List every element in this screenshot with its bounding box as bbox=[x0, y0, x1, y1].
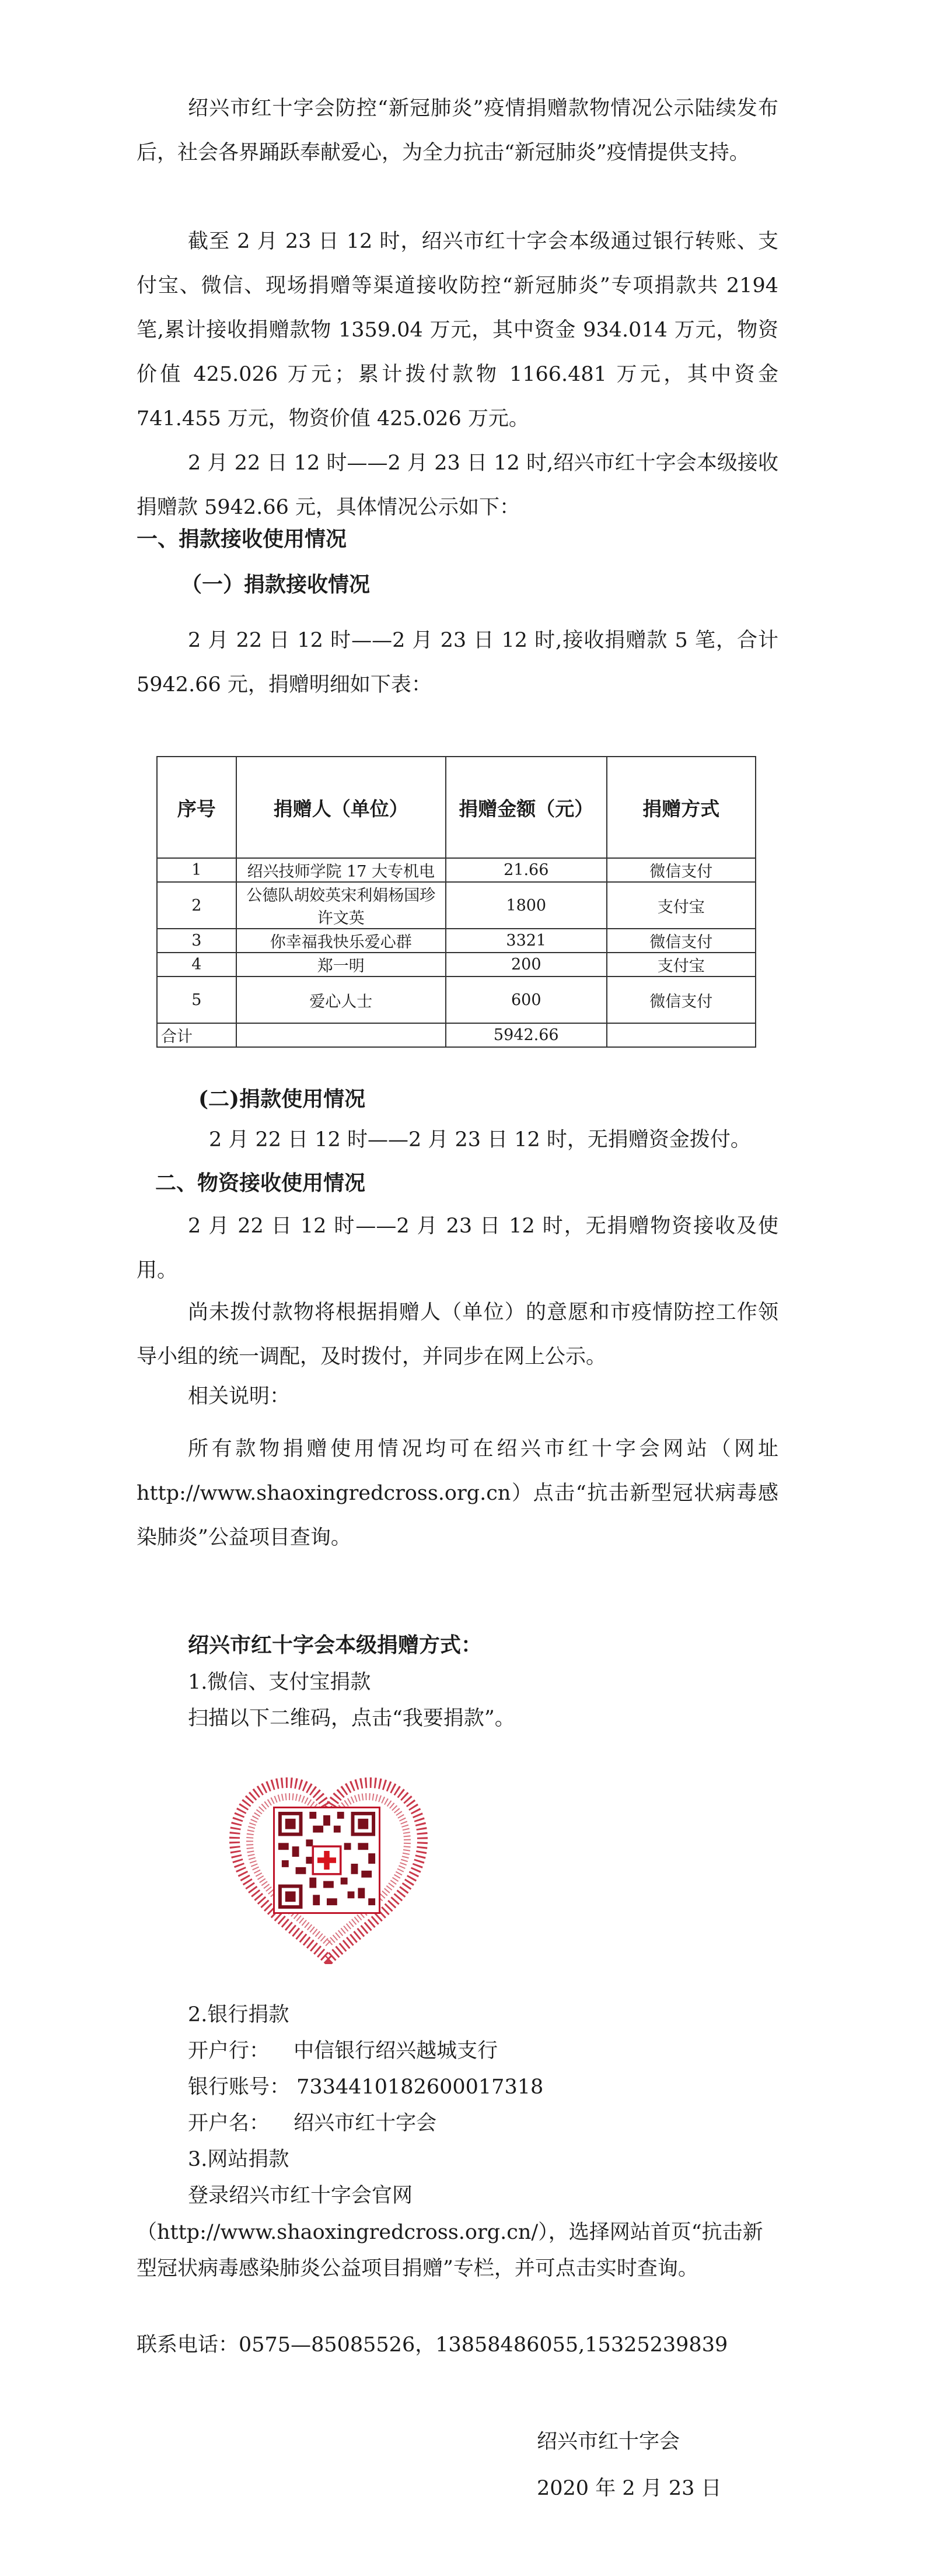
row-amount: 21.66 bbox=[446, 858, 607, 882]
account-label: 银行账号： bbox=[188, 2076, 291, 2099]
material-usage-text: 2 月 22 日 12 时——2 月 23 日 12 时，无捐赠物资接收及使用。 bbox=[137, 1214, 778, 1282]
row-no: 5 bbox=[157, 977, 236, 1023]
table-total-row bbox=[157, 1023, 756, 1047]
table-header-row bbox=[157, 757, 756, 858]
signature-org: 绍兴市红十字会 bbox=[537, 2430, 680, 2454]
table-row bbox=[157, 882, 756, 929]
row-donor: 爱心人士 bbox=[236, 977, 446, 1023]
row-method: 微信支付 bbox=[607, 977, 756, 1023]
method-2-title: 2.银行捐款 bbox=[188, 2003, 289, 2027]
notes-label: 相关说明： bbox=[188, 1385, 291, 1408]
intro-paragraph-2: 截至 2 月 23 日 12 时，绍兴市红十字会本级通过银行转账、支付宝、微信、现场捐赠等渠道接收防控“新冠肺炎”专项捐款共 2194 笔,累计接收捐赠款物 1359.04 万元，其中资金 934.014 万元，物资价值 425.026 万元；累计拨付款物 1166.481 万元，其中资金 741.455 万元，物资价值 425.026 万元。 bbox=[137, 230, 778, 430]
row-amount: 200 bbox=[446, 953, 607, 977]
row-amount: 600 bbox=[446, 977, 607, 1023]
donation-summary-text: 2 月 22 日 12 时——2 月 23 日 12 时,接收捐赠款 5 笔，合计 5942.66 元，捐赠明细如下表： bbox=[137, 629, 778, 696]
method-3-line-2: （http://www.shaoxingredcross.org.cn/），选择网站首页“抗击新型冠状病毒感染肺炎公益项目捐赠”专栏，并可点击实时查询。 bbox=[137, 2221, 763, 2280]
method-1-title: 1.微信、支付宝捐款 bbox=[188, 1671, 371, 1694]
section-2-heading: 二、物资接收使用情况 bbox=[155, 1171, 366, 1195]
intro-paragraph-3: 2 月 22 日 12 时——2 月 23 日 12 时,绍兴市红十字会本级接收捐赠款 5942.66 元，具体情况公示如下： bbox=[137, 452, 778, 519]
row-no: 1 bbox=[157, 858, 236, 882]
qr-code[interactable] bbox=[273, 1807, 380, 1914]
row-method: 微信支付 bbox=[607, 858, 756, 882]
account-row bbox=[188, 2070, 543, 2105]
account-value: 7334410182600017318 bbox=[296, 2076, 544, 2099]
bank-row bbox=[188, 2034, 498, 2068]
row-amount: 1800 bbox=[446, 882, 607, 929]
holder-row bbox=[188, 2106, 436, 2141]
header-amount: 捐赠金额（元） bbox=[446, 757, 607, 858]
row-donor: 郑一明 bbox=[236, 953, 446, 977]
method-3-title: 3.网站捐款 bbox=[188, 2148, 289, 2171]
section-1-heading: 一、捐款接收使用情况 bbox=[137, 527, 347, 551]
row-no: 4 bbox=[157, 953, 236, 977]
contact-phone: 联系电话：0575—85085526，13858486055,15325239839 bbox=[137, 2333, 728, 2357]
section-1-subheading-2: (二)捐款使用情况 bbox=[198, 1087, 366, 1111]
row-no: 2 bbox=[157, 882, 236, 929]
bank-value: 中信银行绍兴越城支行 bbox=[293, 2039, 498, 2063]
header-no: 序号 bbox=[157, 757, 236, 858]
table-row bbox=[157, 953, 756, 977]
row-no: 3 bbox=[157, 929, 236, 953]
table-row bbox=[157, 858, 756, 882]
row-method: 支付宝 bbox=[607, 882, 756, 929]
intro-paragraph-1: 绍兴市红十字会防控“新冠肺炎”疫情捐赠款物情况公示陆续发布后，社会各界踊跃奉献爱心，为全力抗击“新冠肺炎”疫情提供支持。 bbox=[137, 97, 778, 164]
holder-value: 绍兴市红十字会 bbox=[293, 2112, 437, 2135]
header-method: 捐赠方式 bbox=[607, 757, 756, 858]
section-1-subheading-1: （一）捐款接收情况 bbox=[181, 572, 371, 597]
donation-table bbox=[156, 756, 756, 1048]
table-row bbox=[157, 929, 756, 953]
notes-paragraph-2: 所有款物捐赠使用情况均可在绍兴市红十字会网站（网址 http://www.shaoxingredcross.org.cn）点击“抗击新型冠状病毒感染肺炎”公益项目查询。 bbox=[137, 1437, 778, 1549]
row-method: 微信支付 bbox=[607, 929, 756, 953]
total-empty bbox=[236, 1023, 446, 1047]
signature-date: 2020 年 2 月 23 日 bbox=[537, 2477, 722, 2500]
row-amount: 3321 bbox=[446, 929, 607, 953]
notes-paragraph-1: 尚未拨付款物将根据捐赠人（单位）的意愿和市疫情防控工作领导小组的统一调配，及时拨付，并同步在网上公示。 bbox=[137, 1301, 778, 1368]
method-1-text: 扫描以下二维码，点击“我要捐款”。 bbox=[188, 1707, 515, 1730]
row-donor: 绍兴技师学院 17 大专机电 bbox=[236, 858, 446, 882]
table-row bbox=[157, 977, 756, 1023]
fund-usage-text: 2 月 22 日 12 时——2 月 23 日 12 时，无捐赠资金拨付。 bbox=[209, 1128, 751, 1152]
donation-methods-heading: 绍兴市红十字会本级捐赠方式： bbox=[188, 1633, 483, 1657]
row-method: 支付宝 bbox=[607, 953, 756, 977]
header-donor: 捐赠人（单位） bbox=[236, 757, 446, 858]
holder-label: 开户名： bbox=[188, 2112, 270, 2135]
method-3-line-1: 登录绍兴市红十字会官网 bbox=[188, 2184, 413, 2207]
row-donor: 你幸福我快乐爱心群 bbox=[236, 929, 446, 953]
total-amount: 5942.66 bbox=[446, 1023, 607, 1047]
bank-label: 开户行： bbox=[188, 2039, 270, 2063]
total-empty-2 bbox=[607, 1023, 756, 1047]
row-donor: 公德队胡姣英宋利娟杨国珍许文英 bbox=[236, 882, 446, 929]
total-label: 合计 bbox=[157, 1023, 236, 1047]
